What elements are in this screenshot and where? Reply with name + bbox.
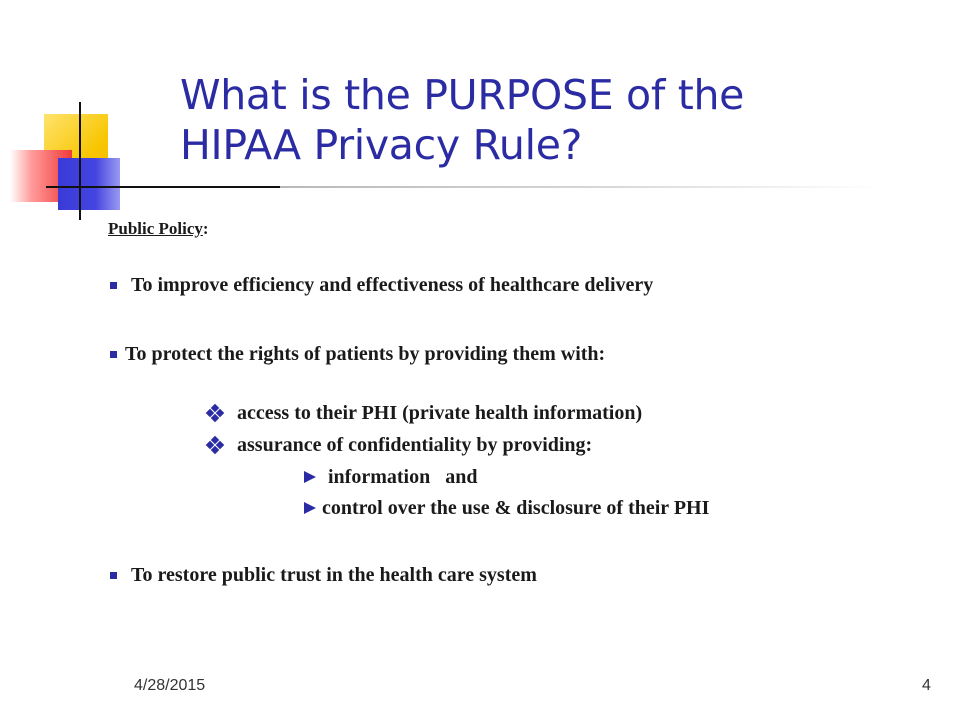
slide-title <box>180 70 880 170</box>
title-underline-rule <box>280 186 880 188</box>
bullet-item-2 <box>110 341 605 367</box>
section-label <box>108 218 209 240</box>
arrow-bullet-icon <box>304 471 316 483</box>
sub-bullet-item-2 <box>207 432 592 458</box>
sub-bullet-text-2: assurance of confidentiality by providing: <box>237 434 593 456</box>
section-label-colon: : <box>202 219 209 238</box>
bullet-text-1: To improve efficiency and effectiveness of healthcare delivery <box>131 274 654 296</box>
sub-sub-bullet-text-2: control over the use & disclosure of their PHI <box>322 497 710 519</box>
bullet-text-3: To restore public trust in the health care system <box>131 564 537 586</box>
diamond-bullet-icon <box>207 437 223 453</box>
bullet-text-2: To protect the rights of patients by providing them with: <box>125 343 606 365</box>
bullet-item-1 <box>110 272 653 298</box>
page-number: 4 <box>922 677 931 694</box>
footer-date: 4/28/2015 <box>134 677 206 694</box>
square-bullet-icon <box>110 572 117 579</box>
slide-title-line-1: What is the PURPOSE of the <box>180 71 745 119</box>
diamond-bullet-icon <box>207 405 223 421</box>
sub-sub-bullet-item-1 <box>304 464 477 490</box>
sub-bullet-text-1: access to their PHI (private health information) <box>237 402 643 424</box>
arrow-bullet-icon <box>304 502 316 514</box>
sub-sub-bullet-text-1: information and <box>328 466 478 488</box>
square-bullet-icon <box>110 282 117 289</box>
bullet-item-3 <box>110 562 537 588</box>
square-bullet-icon <box>110 351 117 358</box>
decorative-horizontal-line <box>46 186 286 188</box>
sub-sub-bullet-item-2 <box>304 495 709 521</box>
section-label-text: Public Policy <box>108 219 203 238</box>
sub-bullet-item-1 <box>207 400 642 426</box>
decorative-blue-block <box>58 158 120 210</box>
slide-title-line-2: HIPAA Privacy Rule? <box>180 121 583 169</box>
decorative-vertical-line <box>79 102 81 220</box>
